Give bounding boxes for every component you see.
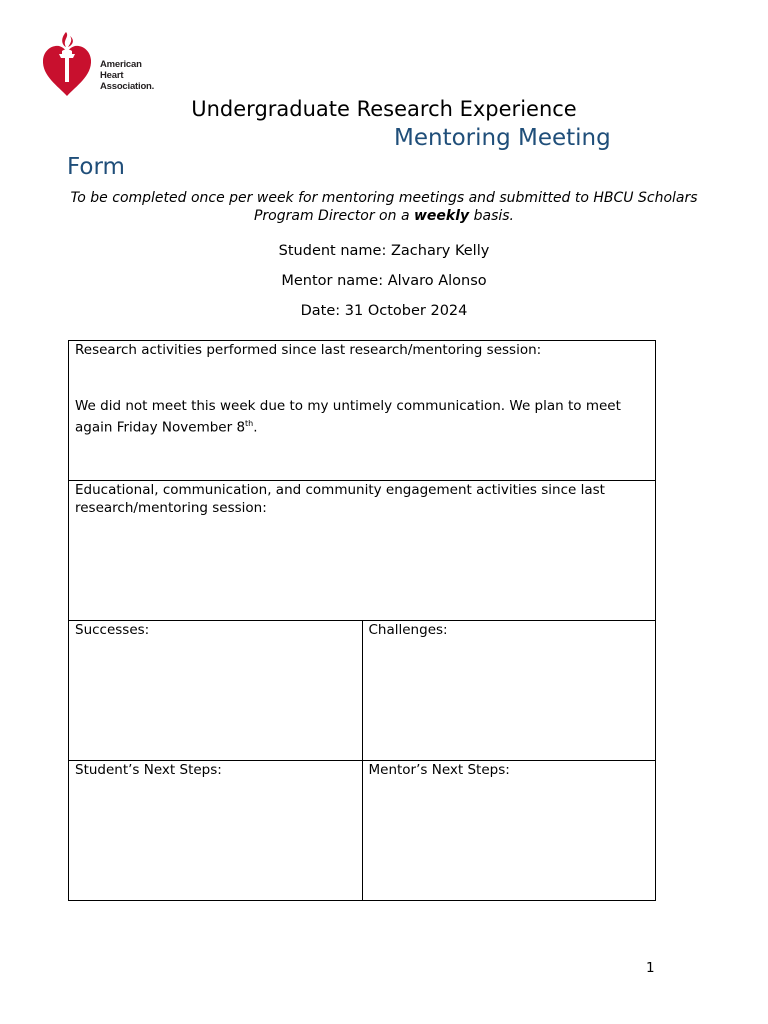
logo-line-3: Association. [100,81,155,92]
logo-wordmark [100,59,154,92]
instructions-prefix: To be completed once per week for mentoring meetings and submitted to HBCU Scholars Program Director on a [70,190,698,224]
research-activities-cell[interactable] [69,341,656,481]
successes-label: Successes: [75,622,150,638]
aha-logo [40,28,170,100]
instructions-emphasis: weekly [413,208,470,224]
mentor-next-steps-cell[interactable] [362,761,656,901]
logo-line-2: Heart [100,70,124,81]
mentoring-form-table [68,340,656,901]
document-subtitle-continued: Form [67,154,125,180]
research-activities-label: Research activities performed since last research/mentoring session: [75,342,542,358]
instructions-suffix: basis. [469,208,514,224]
document-subtitle: Mentoring Meeting [394,125,611,151]
logo-line-1: American [100,59,142,70]
student-next-steps-label: Student’s Next Steps: [75,762,222,778]
research-response-ordinal: th [245,419,254,428]
research-response-end: . [253,419,258,436]
student-next-steps-cell[interactable] [69,761,363,901]
research-response-text: We did not meet this week due to my untimely communication. We plan to meet again Friday November 8 [75,398,621,436]
document-title: Undergraduate Research Experience [191,97,577,121]
heart-torch-icon [40,28,100,100]
page-number: 1 [646,960,655,976]
date-line: Date: 31 October 2024 [300,303,468,319]
student-name-line: Student name: Zachary Kelly [278,243,490,259]
research-activities-response [75,397,649,437]
educational-activities-label: Educational, communication, and community engagement activities since last research/mentoring session: [75,482,605,516]
challenges-label: Challenges: [368,622,448,638]
successes-cell[interactable] [69,621,363,761]
challenges-cell[interactable] [362,621,656,761]
mentor-next-steps-label: Mentor’s Next Steps: [368,762,510,778]
educational-activities-cell[interactable] [69,481,656,621]
instructions-text [60,189,708,225]
mentor-name-line: Mentor name: Alvaro Alonso [281,273,487,289]
